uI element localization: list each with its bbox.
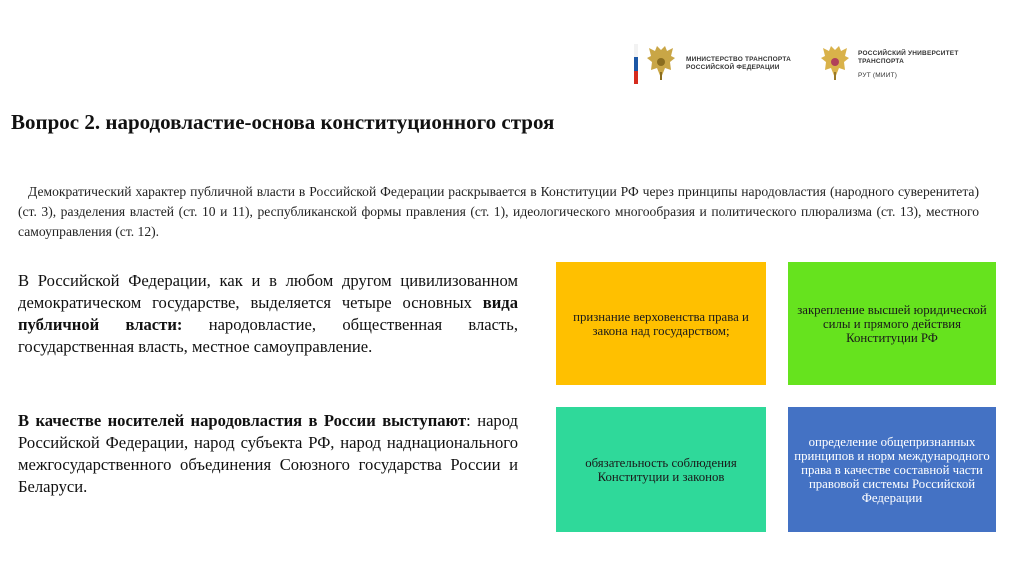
box-international-text: определение общепризнанных принципов и норм международного права в качестве составной части правовой системы Российской Федерации: [794, 434, 990, 505]
university-logo-text: [858, 50, 959, 66]
bearers-paragraph: [18, 410, 518, 498]
ministry-line1: МИНИСТЕРСТВО ТРАНСПОРТА: [686, 56, 792, 63]
intro-paragraph: Демократический характер публичной власти в Российской Федерации раскрывается в Конституции РФ через принципы народовластия (народного суверенитета) (ст. 3), разделения властей (ст. 10 и 11), республиканской формы правления (ст. 1), идеологического многообразия и политического плюрализма (ст. 13), местного самоуправления (ст. 12).: [18, 184, 979, 239]
types-of-power-paragraph: [18, 270, 518, 358]
box-compliance: [556, 407, 766, 532]
header-logos: [634, 40, 994, 90]
ministry-line2: РОССИЙСКОЙ ФЕДЕРАЦИИ: [686, 64, 780, 71]
double-headed-eagle-icon: [646, 44, 676, 84]
university-emblem-icon: [820, 44, 850, 84]
box-supremacy-of-law: [556, 262, 766, 385]
types-text-end: народовластие, общественная власть, государственная власть, местное самоуправление.: [18, 315, 518, 356]
box-legal-force: [788, 262, 996, 385]
russian-flag-icon: [634, 44, 638, 84]
ministry-logo-text: [686, 56, 791, 72]
types-text-start: В Российской Федерации, как и в любом другом цивилизованном демократическом государстве, выделяется четыре основных: [18, 271, 518, 312]
bearers-text-end: : народ Российской Федерации, народ субъекта РФ, народ наднационального межгосударственного объединения Союзного государства России и Беларуси.: [18, 411, 518, 496]
page-title: Вопрос 2. народовластие-основа конституционного строя: [11, 110, 555, 134]
box-international-law: [788, 407, 996, 532]
university-line2: ТРАНСПОРТА: [858, 58, 905, 65]
university-abbr: РУТ (МИИТ): [858, 72, 898, 79]
box-supremacy-text: признание верховенства права и закона над государством;: [573, 309, 749, 338]
university-line1: РОССИЙСКИЙ УНИВЕРСИТЕТ: [858, 50, 959, 57]
types-text-bold: вида публичной власти:: [18, 293, 518, 334]
box-compliance-text: обязательность соблюдения Конституции и законов: [585, 455, 737, 484]
bearers-text-bold: В качестве носителей народовластия в России выступают: [18, 411, 467, 430]
box-legal-force-text: закрепление высшей юридической силы и прямого действия Конституции РФ: [797, 302, 987, 345]
